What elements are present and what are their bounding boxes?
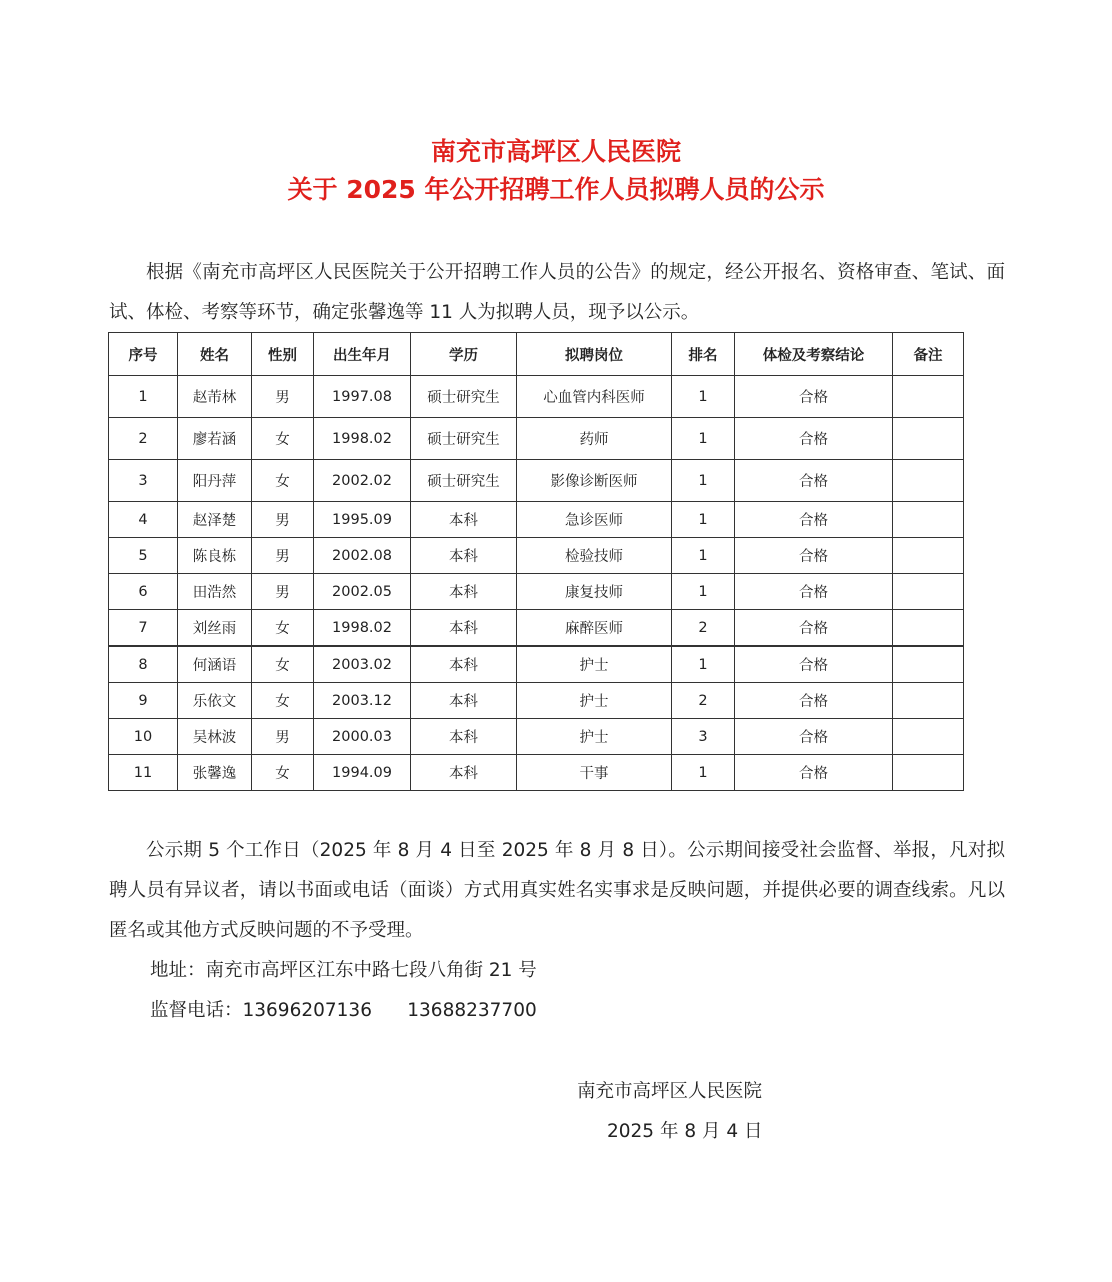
header-position: 拟聘岗位 bbox=[517, 333, 672, 376]
cell-position: 麻醉医师 bbox=[517, 610, 672, 647]
cell-conclusion: 合格 bbox=[735, 719, 893, 755]
cell-education: 本科 bbox=[411, 610, 517, 647]
cell-gender: 女 bbox=[252, 418, 314, 460]
cell-position: 急诊医师 bbox=[517, 502, 672, 538]
cell-remark bbox=[893, 376, 964, 418]
cell-index: 5 bbox=[109, 538, 178, 574]
cell-conclusion: 合格 bbox=[735, 538, 893, 574]
signature-date: 2025 年 8 月 4 日 bbox=[607, 1121, 763, 1142]
cell-conclusion: 合格 bbox=[735, 646, 893, 683]
cell-birth: 1995.09 bbox=[314, 502, 411, 538]
cell-index: 7 bbox=[109, 610, 178, 647]
address-line: 地址：南充市高坪区江东中路七段八角街 21 号 bbox=[150, 960, 537, 981]
cell-rank: 2 bbox=[672, 610, 735, 647]
cell-gender: 男 bbox=[252, 502, 314, 538]
table-row bbox=[109, 376, 964, 418]
cell-remark bbox=[893, 502, 964, 538]
cell-index: 9 bbox=[109, 683, 178, 719]
cell-conclusion: 合格 bbox=[735, 610, 893, 647]
cell-education: 本科 bbox=[411, 719, 517, 755]
cell-index: 6 bbox=[109, 574, 178, 610]
cell-index: 10 bbox=[109, 719, 178, 755]
cell-conclusion: 合格 bbox=[735, 574, 893, 610]
candidate-table bbox=[108, 332, 964, 791]
intro-paragraph: 根据《南充市高坪区人民医院关于公开招聘工作人员的公告》的规定，经公开报名、资格审查、笔试、面试、体检、考察等环节，确定张馨逸等 11 人为拟聘人员，现予以公示。 bbox=[109, 262, 1005, 323]
header-index: 序号 bbox=[109, 333, 178, 376]
cell-education: 硕士研究生 bbox=[411, 376, 517, 418]
table-row bbox=[109, 418, 964, 460]
cell-conclusion: 合格 bbox=[735, 755, 893, 791]
cell-conclusion: 合格 bbox=[735, 376, 893, 418]
cell-education: 硕士研究生 bbox=[411, 418, 517, 460]
cell-rank: 2 bbox=[672, 683, 735, 719]
cell-name: 何涵语 bbox=[178, 646, 252, 683]
cell-name: 阳丹萍 bbox=[178, 460, 252, 502]
cell-index: 4 bbox=[109, 502, 178, 538]
cell-name: 刘丝雨 bbox=[178, 610, 252, 647]
cell-index: 1 bbox=[109, 376, 178, 418]
cell-gender: 女 bbox=[252, 755, 314, 791]
cell-rank: 1 bbox=[672, 376, 735, 418]
cell-remark bbox=[893, 683, 964, 719]
signature-organization: 南充市高坪区人民医院 bbox=[577, 1081, 763, 1102]
cell-remark bbox=[893, 538, 964, 574]
header-birth: 出生年月 bbox=[314, 333, 411, 376]
cell-birth: 2002.05 bbox=[314, 574, 411, 610]
cell-position: 护士 bbox=[517, 646, 672, 683]
table-row bbox=[109, 646, 964, 683]
cell-position: 护士 bbox=[517, 719, 672, 755]
cell-gender: 女 bbox=[252, 646, 314, 683]
cell-birth: 2003.02 bbox=[314, 646, 411, 683]
table-row bbox=[109, 538, 964, 574]
cell-gender: 女 bbox=[252, 460, 314, 502]
cell-gender: 男 bbox=[252, 574, 314, 610]
table-row bbox=[109, 574, 964, 610]
header-remark: 备注 bbox=[893, 333, 964, 376]
cell-name: 吴林波 bbox=[178, 719, 252, 755]
header-rank: 排名 bbox=[672, 333, 735, 376]
cell-index: 2 bbox=[109, 418, 178, 460]
cell-conclusion: 合格 bbox=[735, 460, 893, 502]
table-header-row bbox=[109, 333, 964, 376]
cell-conclusion: 合格 bbox=[735, 502, 893, 538]
table-row bbox=[109, 683, 964, 719]
cell-education: 本科 bbox=[411, 755, 517, 791]
cell-name: 赵芾林 bbox=[178, 376, 252, 418]
cell-rank: 1 bbox=[672, 538, 735, 574]
cell-education: 本科 bbox=[411, 683, 517, 719]
header-conclusion: 体检及考察结论 bbox=[735, 333, 893, 376]
cell-name: 张馨逸 bbox=[178, 755, 252, 791]
table-row bbox=[109, 460, 964, 502]
document-title-line1: 南充市高坪区人民医院 bbox=[430, 137, 681, 166]
cell-position: 干事 bbox=[517, 755, 672, 791]
cell-position: 护士 bbox=[517, 683, 672, 719]
cell-remark bbox=[893, 755, 964, 791]
header-gender: 性别 bbox=[252, 333, 314, 376]
cell-birth: 1998.02 bbox=[314, 610, 411, 647]
cell-index: 11 bbox=[109, 755, 178, 791]
cell-position: 药师 bbox=[517, 418, 672, 460]
cell-position: 心血管内科医师 bbox=[517, 376, 672, 418]
header-education: 学历 bbox=[411, 333, 517, 376]
cell-name: 廖若涵 bbox=[178, 418, 252, 460]
cell-rank: 1 bbox=[672, 574, 735, 610]
cell-rank: 1 bbox=[672, 418, 735, 460]
cell-education: 本科 bbox=[411, 502, 517, 538]
cell-position: 康复技师 bbox=[517, 574, 672, 610]
cell-birth: 1994.09 bbox=[314, 755, 411, 791]
cell-rank: 1 bbox=[672, 646, 735, 683]
notice-paragraph: 公示期 5 个工作日（2025 年 8 月 4 日至 2025 年 8 月 8 日）。公示期间接受社会监督、举报，凡对拟聘人员有异议者，请以书面或电话（面谈）方式用真实姓名实事求是反映问题，并提供必要的调查线索。凡以匿名或其他方式反映问题的不予受理。 bbox=[109, 840, 1005, 941]
cell-birth: 2003.12 bbox=[314, 683, 411, 719]
cell-birth: 1998.02 bbox=[314, 418, 411, 460]
cell-education: 硕士研究生 bbox=[411, 460, 517, 502]
cell-rank: 1 bbox=[672, 502, 735, 538]
table-row bbox=[109, 502, 964, 538]
cell-gender: 男 bbox=[252, 538, 314, 574]
cell-remark bbox=[893, 574, 964, 610]
cell-gender: 女 bbox=[252, 610, 314, 647]
cell-name: 田浩然 bbox=[178, 574, 252, 610]
cell-name: 陈良栋 bbox=[178, 538, 252, 574]
cell-conclusion: 合格 bbox=[735, 683, 893, 719]
cell-education: 本科 bbox=[411, 646, 517, 683]
cell-position: 影像诊断医师 bbox=[517, 460, 672, 502]
cell-remark bbox=[893, 719, 964, 755]
cell-education: 本科 bbox=[411, 574, 517, 610]
cell-rank: 1 bbox=[672, 460, 735, 502]
cell-index: 3 bbox=[109, 460, 178, 502]
cell-remark bbox=[893, 460, 964, 502]
table-row bbox=[109, 610, 964, 647]
cell-gender: 男 bbox=[252, 376, 314, 418]
cell-name: 赵泽楚 bbox=[178, 502, 252, 538]
document-title-line2: 关于 2025 年公开招聘工作人员拟聘人员的公示 bbox=[287, 175, 825, 204]
cell-name: 乐依文 bbox=[178, 683, 252, 719]
cell-index: 8 bbox=[109, 646, 178, 683]
cell-rank: 3 bbox=[672, 719, 735, 755]
table-row bbox=[109, 755, 964, 791]
header-name: 姓名 bbox=[178, 333, 252, 376]
cell-birth: 1997.08 bbox=[314, 376, 411, 418]
cell-birth: 2000.03 bbox=[314, 719, 411, 755]
cell-remark bbox=[893, 646, 964, 683]
phone-line: 监督电话：13696207136 13688237700 bbox=[150, 1000, 537, 1021]
cell-rank: 1 bbox=[672, 755, 735, 791]
cell-birth: 2002.08 bbox=[314, 538, 411, 574]
cell-gender: 女 bbox=[252, 683, 314, 719]
cell-remark bbox=[893, 610, 964, 647]
cell-birth: 2002.02 bbox=[314, 460, 411, 502]
cell-conclusion: 合格 bbox=[735, 418, 893, 460]
cell-education: 本科 bbox=[411, 538, 517, 574]
cell-gender: 男 bbox=[252, 719, 314, 755]
table-row bbox=[109, 719, 964, 755]
cell-remark bbox=[893, 418, 964, 460]
cell-position: 检验技师 bbox=[517, 538, 672, 574]
